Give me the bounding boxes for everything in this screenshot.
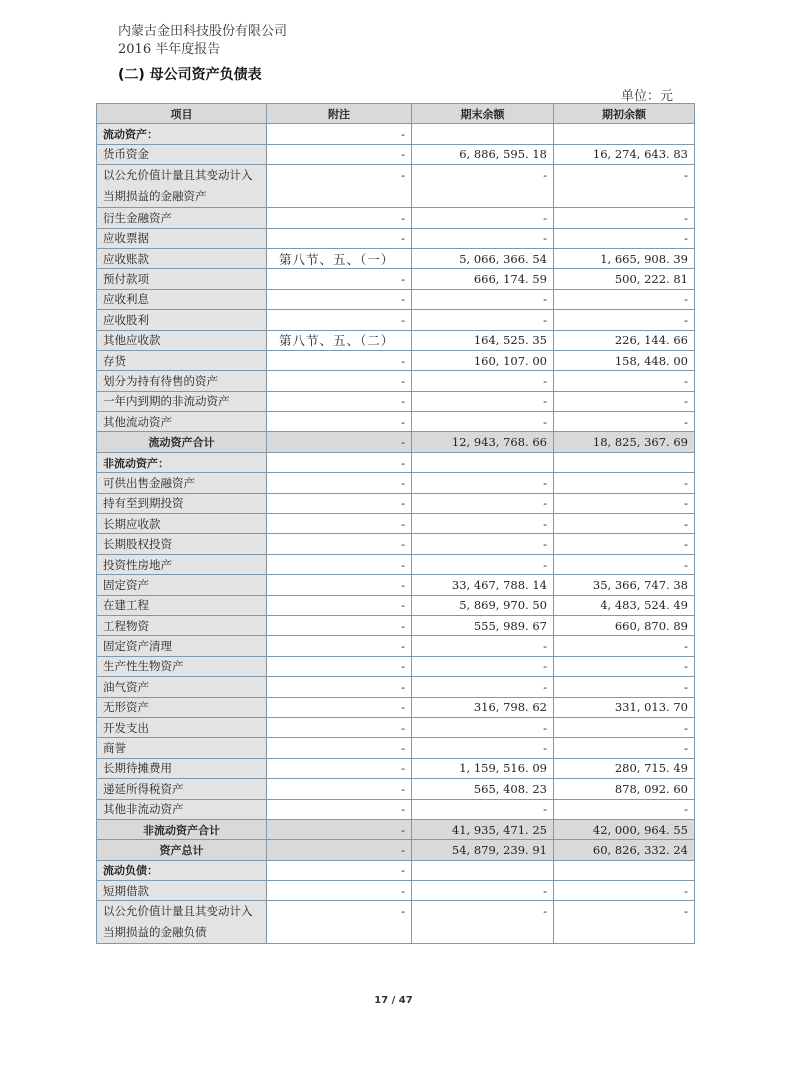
row-end-balance: 12, 943, 768. 66 xyxy=(412,432,554,452)
row-note: - xyxy=(267,738,412,758)
table-row xyxy=(97,717,695,737)
table-row xyxy=(97,697,695,717)
table-row xyxy=(97,310,695,330)
row-begin-balance: 16, 274, 643. 83 xyxy=(554,144,695,164)
row-note: - xyxy=(267,310,412,330)
row-end-balance: 1, 159, 516. 09 xyxy=(412,758,554,778)
row-note: - xyxy=(267,881,412,901)
row-note: - xyxy=(267,432,412,452)
table-row xyxy=(97,595,695,615)
row-note: - xyxy=(267,595,412,615)
row-end-balance: - xyxy=(412,901,554,944)
row-item-label: 非流动资产： xyxy=(97,452,267,472)
row-begin-balance: - xyxy=(554,636,695,656)
table-row xyxy=(97,165,695,208)
row-begin-balance: - xyxy=(554,371,695,391)
row-item-label: 油气资产 xyxy=(97,677,267,697)
row-end-balance: 565, 408. 23 xyxy=(412,779,554,799)
row-note: - xyxy=(267,208,412,228)
row-note: 第八节、五、（二） xyxy=(267,330,412,350)
row-item-label: 固定资产清理 xyxy=(97,636,267,656)
table-row xyxy=(97,124,695,144)
row-note: - xyxy=(267,575,412,595)
table-header-row xyxy=(97,104,695,124)
row-item-label: 流动负债： xyxy=(97,860,267,880)
row-item-label: 应收股利 xyxy=(97,310,267,330)
row-end-balance: 41, 935, 471. 25 xyxy=(412,819,554,839)
row-item-label: 资产总计 xyxy=(97,840,267,860)
table-row xyxy=(97,289,695,309)
row-note: - xyxy=(267,677,412,697)
table-row xyxy=(97,575,695,595)
row-note: - xyxy=(267,473,412,493)
table-row xyxy=(97,860,695,880)
row-item-label: 货币资金 xyxy=(97,144,267,164)
row-begin-balance: 280, 715. 49 xyxy=(554,758,695,778)
row-begin-balance: - xyxy=(554,208,695,228)
section-title: (二) 母公司资产负债表 xyxy=(118,67,262,83)
table-row xyxy=(97,799,695,819)
row-note: - xyxy=(267,289,412,309)
table-row xyxy=(97,330,695,350)
row-item-label: 生产性生物资产 xyxy=(97,656,267,676)
row-note: - xyxy=(267,269,412,289)
row-end-balance: - xyxy=(412,371,554,391)
row-end-balance: 5, 066, 366. 54 xyxy=(412,248,554,268)
balance-sheet-table xyxy=(96,103,695,944)
row-begin-balance: 18, 825, 367. 69 xyxy=(554,432,695,452)
table-row xyxy=(97,677,695,697)
row-begin-balance xyxy=(554,452,695,472)
row-note: - xyxy=(267,860,412,880)
row-end-balance: - xyxy=(412,799,554,819)
row-begin-balance: - xyxy=(554,554,695,574)
row-note: - xyxy=(267,799,412,819)
row-begin-balance: - xyxy=(554,228,695,248)
row-note: - xyxy=(267,124,412,144)
column-header-note: 附注 xyxy=(267,104,412,124)
row-item-label: 长期应收款 xyxy=(97,514,267,534)
row-note: - xyxy=(267,901,412,944)
row-note: - xyxy=(267,615,412,635)
row-item-label: 应收票据 xyxy=(97,228,267,248)
row-note: - xyxy=(267,391,412,411)
row-item-label: 衍生金融资产 xyxy=(97,208,267,228)
table-row xyxy=(97,493,695,513)
row-item-label: 投资性房地产 xyxy=(97,554,267,574)
row-end-balance: 666, 174. 59 xyxy=(412,269,554,289)
row-item-label: 短期借款 xyxy=(97,881,267,901)
row-end-balance: 6, 886, 595. 18 xyxy=(412,144,554,164)
row-item-label: 开发支出 xyxy=(97,717,267,737)
row-begin-balance: - xyxy=(554,738,695,758)
row-end-balance: - xyxy=(412,391,554,411)
row-item-label: 无形资产 xyxy=(97,697,267,717)
table-row xyxy=(97,758,695,778)
table-row xyxy=(97,350,695,370)
column-header-item: 项目 xyxy=(97,104,267,124)
row-item-label: 商誉 xyxy=(97,738,267,758)
row-item-label: 其他应收款 xyxy=(97,330,267,350)
row-end-balance: - xyxy=(412,738,554,758)
row-begin-balance: - xyxy=(554,901,695,944)
row-item-label: 存货 xyxy=(97,350,267,370)
row-end-balance: - xyxy=(412,289,554,309)
table-row xyxy=(97,432,695,452)
row-begin-balance: 226, 144. 66 xyxy=(554,330,695,350)
row-end-balance: 33, 467, 788. 14 xyxy=(412,575,554,595)
row-note: - xyxy=(267,717,412,737)
row-note: - xyxy=(267,697,412,717)
row-item-label: 流动资产合计 xyxy=(97,432,267,452)
row-note: - xyxy=(267,371,412,391)
table-row xyxy=(97,840,695,860)
row-note: 第八节、五、（一） xyxy=(267,248,412,268)
row-note: - xyxy=(267,554,412,574)
table-row xyxy=(97,881,695,901)
row-note: - xyxy=(267,412,412,432)
table-row xyxy=(97,819,695,839)
table-row xyxy=(97,269,695,289)
row-begin-balance: - xyxy=(554,493,695,513)
row-begin-balance: - xyxy=(554,391,695,411)
row-begin-balance: 500, 222. 81 xyxy=(554,269,695,289)
row-begin-balance: - xyxy=(554,717,695,737)
row-item-label: 划分为持有待售的资产 xyxy=(97,371,267,391)
table-row xyxy=(97,779,695,799)
row-begin-balance: - xyxy=(554,677,695,697)
table-row xyxy=(97,534,695,554)
column-header-begin-balance: 期初余额 xyxy=(554,104,695,124)
row-item-label: 固定资产 xyxy=(97,575,267,595)
row-item-label: 长期待摊费用 xyxy=(97,758,267,778)
row-begin-balance: - xyxy=(554,514,695,534)
table-row xyxy=(97,656,695,676)
row-begin-balance xyxy=(554,124,695,144)
table-row xyxy=(97,452,695,472)
row-end-balance: - xyxy=(412,310,554,330)
row-item-label: 持有至到期投资 xyxy=(97,493,267,513)
row-begin-balance: - xyxy=(554,473,695,493)
table-row xyxy=(97,738,695,758)
row-item-label: 预付款项 xyxy=(97,269,267,289)
row-begin-balance: 660, 870. 89 xyxy=(554,615,695,635)
currency-unit: 单位：元 xyxy=(620,89,673,104)
row-begin-balance: - xyxy=(554,310,695,330)
row-note: - xyxy=(267,819,412,839)
row-note: - xyxy=(267,165,412,208)
column-header-end-balance: 期末余额 xyxy=(412,104,554,124)
row-begin-balance: 1, 665, 908. 39 xyxy=(554,248,695,268)
row-begin-balance: - xyxy=(554,534,695,554)
row-begin-balance: 35, 366, 747. 38 xyxy=(554,575,695,595)
row-note: - xyxy=(267,144,412,164)
row-note: - xyxy=(267,493,412,513)
report-period: 2016 半年度报告 xyxy=(118,42,221,57)
row-note: - xyxy=(267,758,412,778)
row-end-balance: - xyxy=(412,208,554,228)
row-note: - xyxy=(267,656,412,676)
row-end-balance xyxy=(412,124,554,144)
row-end-balance: 555, 989. 67 xyxy=(412,615,554,635)
row-end-balance: 54, 879, 239. 91 xyxy=(412,840,554,860)
row-item-label: 以公允价值计量且其变动计入当期损益的金融负债 xyxy=(97,901,267,944)
row-end-balance: - xyxy=(412,493,554,513)
row-end-balance: - xyxy=(412,473,554,493)
row-end-balance: 5, 869, 970. 50 xyxy=(412,595,554,615)
row-note: - xyxy=(267,840,412,860)
row-note: - xyxy=(267,779,412,799)
row-end-balance: - xyxy=(412,534,554,554)
row-end-balance: - xyxy=(412,228,554,248)
row-note: - xyxy=(267,534,412,554)
row-begin-balance: - xyxy=(554,799,695,819)
row-end-balance xyxy=(412,452,554,472)
row-item-label: 递延所得税资产 xyxy=(97,779,267,799)
row-end-balance: - xyxy=(412,636,554,656)
row-note: - xyxy=(267,350,412,370)
row-item-label: 流动资产： xyxy=(97,124,267,144)
table-row xyxy=(97,636,695,656)
table-row xyxy=(97,371,695,391)
row-item-label: 长期股权投资 xyxy=(97,534,267,554)
row-end-balance: - xyxy=(412,881,554,901)
row-item-label: 工程物资 xyxy=(97,615,267,635)
row-item-label: 在建工程 xyxy=(97,595,267,615)
row-begin-balance: - xyxy=(554,289,695,309)
row-end-balance: - xyxy=(412,412,554,432)
table-row xyxy=(97,615,695,635)
table-row xyxy=(97,901,695,944)
row-begin-balance: - xyxy=(554,656,695,676)
table-row xyxy=(97,412,695,432)
row-end-balance: 164, 525. 35 xyxy=(412,330,554,350)
row-note: - xyxy=(267,514,412,534)
row-begin-balance: - xyxy=(554,165,695,208)
row-note: - xyxy=(267,228,412,248)
row-item-label: 以公允价值计量且其变动计入当期损益的金融资产 xyxy=(97,165,267,208)
row-begin-balance: 331, 013. 70 xyxy=(554,697,695,717)
row-begin-balance xyxy=(554,860,695,880)
row-end-balance: - xyxy=(412,554,554,574)
company-name: 内蒙古金田科技股份有限公司 xyxy=(118,24,288,39)
row-begin-balance: - xyxy=(554,881,695,901)
row-begin-balance: 4, 483, 524. 49 xyxy=(554,595,695,615)
row-end-balance: - xyxy=(412,656,554,676)
row-item-label: 其他非流动资产 xyxy=(97,799,267,819)
table-row xyxy=(97,514,695,534)
row-end-balance: - xyxy=(412,677,554,697)
row-end-balance: 316, 798. 62 xyxy=(412,697,554,717)
row-begin-balance: 158, 448. 00 xyxy=(554,350,695,370)
row-begin-balance: 60, 826, 332. 24 xyxy=(554,840,695,860)
table-row xyxy=(97,473,695,493)
row-note: - xyxy=(267,452,412,472)
table-row xyxy=(97,228,695,248)
row-item-label: 其他流动资产 xyxy=(97,412,267,432)
table-row xyxy=(97,391,695,411)
row-item-label: 非流动资产合计 xyxy=(97,819,267,839)
row-begin-balance: 42, 000, 964. 55 xyxy=(554,819,695,839)
page-number: 17 / 47 xyxy=(374,995,413,1006)
row-item-label: 应收账款 xyxy=(97,248,267,268)
table-body xyxy=(97,124,695,944)
row-begin-balance: 878, 092. 60 xyxy=(554,779,695,799)
row-note: - xyxy=(267,636,412,656)
row-end-balance: 160, 107. 00 xyxy=(412,350,554,370)
row-end-balance xyxy=(412,860,554,880)
row-item-label: 可供出售金融资产 xyxy=(97,473,267,493)
row-item-label: 应收利息 xyxy=(97,289,267,309)
table-row xyxy=(97,554,695,574)
table-row xyxy=(97,208,695,228)
row-end-balance: - xyxy=(412,514,554,534)
row-end-balance: - xyxy=(412,717,554,737)
row-item-label: 一年内到期的非流动资产 xyxy=(97,391,267,411)
table-row xyxy=(97,144,695,164)
row-begin-balance: - xyxy=(554,412,695,432)
row-end-balance: - xyxy=(412,165,554,208)
table-row xyxy=(97,248,695,268)
